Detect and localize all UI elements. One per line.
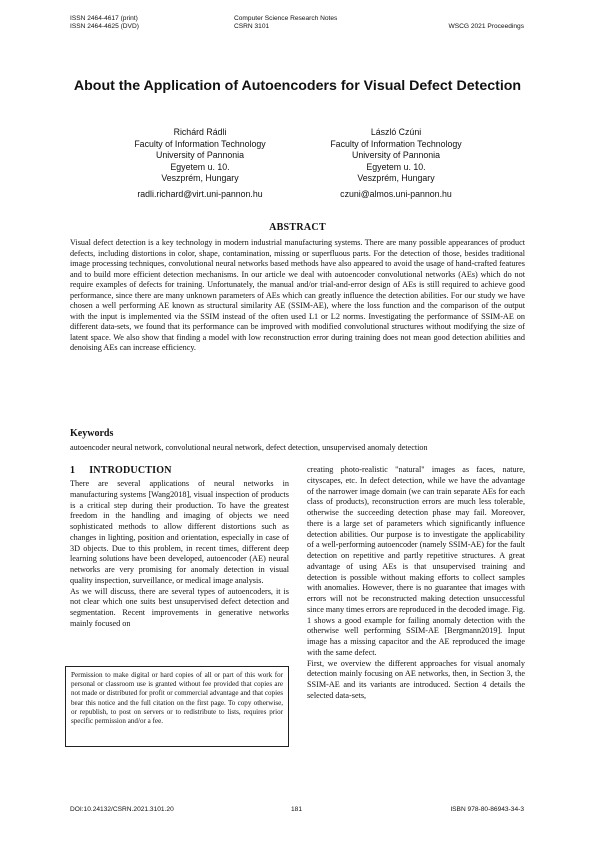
page-number: 181 — [291, 806, 303, 813]
author-street: Egyetem u. 10. — [170, 161, 230, 172]
series-name: Computer Science Research Notes — [234, 15, 338, 22]
paper-title: About the Application of Autoencoders for Visual Defect Detection — [73, 78, 522, 94]
author-faculty: Faculty of Information Technology — [330, 138, 462, 149]
issn-print: ISSN 2464-4617 (print) — [70, 15, 138, 22]
author-name: László Czúni — [370, 127, 422, 137]
right-column — [307, 465, 525, 702]
keywords-heading: Keywords — [70, 428, 114, 439]
author-city: Veszprém, Hungary — [161, 173, 239, 183]
paragraph: creating photo-realistic "natural" images as faces, nature, cityscapes, etc. In defect detection, while we have the advantage of the narrower image domain (we can train separate AEs for each class of products), reconstruction errors are much less tolerable, otherwise the succeeding detection phase may fail. Moreover, there is a large set of parameters which significantly influence detection abilities. Our purpose is to investigate the applicability of a well-performing autoencoder (namely SSIM-AE) for the fault detection on repetitive and partly repetitive structures. A great advantage of using AEs is that unsupervised training and detection is possible without making efforts to collect samples with anomalies. However, there is no guarantee that images with errors will not be reconstructed making detection unsuccessful since many times errors are reproduced in the decoded image. Fig. 1 shows a good example for failing anomaly detection with the otherwise well performing SSIM-AE [Bergmann2019]. Input image has a missing capacitor and the AE reproduced the image with the same defect. — [307, 465, 525, 657]
author-city: Veszprém, Hungary — [357, 173, 435, 183]
abstract-text: Visual defect detection is a key technology in modern industrial manufacturing systems. There are many possible appearances of product defects, including distortions in color, shape, contamination, missing or superfluous parts. For the detection of those, besides traditional image processing techniques, convolutional neural networks based methods have also appeared to avoid the usage of hand-crafted features and to build more efficient detection mechanisms. In our article we deal with autoencoder convolutional networks (AEs) which do not require examples of defects for training. Unfortunately, the manual and/or trial-and-error design of AEs is still required to achieve good performance, since there are many unknown parameters of AEs which can greatly influence the detection abilities. For our study we have chosen a well performing AE known as structural similarity AE (SSIM-AE), where the loss function and the comparison of the output with the input is implemented via the SSIM instead of the often used L1 or L2 norms. Investigating the performance of SSIM-AE on different data-sets, we found that its performance can be improved with modified convolutional structures without modifying the size of latent space. We also show that finding a model with low reconstruction error during training does not mean good detection abilities and denoising AEs can increase efficiency. — [70, 238, 525, 352]
paragraph: There are several applications of neural networks in manufacturing systems [Wang2018], visual inspection of products is a critical step during their production. To have the greatest freedom in the handling and imaging of objects we need sophisticated methods to allow different distortions such as changes in lighting, position and orientation, especially in case of 3D objects. Due to this problem, in recent times, different deep learning solutions have been developed, autoencoder (AE) neural networks are very promising for anomaly detection in visual quality inspection, surveillance, or medical image analysis. — [70, 479, 289, 585]
paragraph: First, we overview the different approaches for visual anomaly detection mainly focusing on AE networks, then, in Section 3, the SSIM-AE and its variants are introduced. Section 4 details the selected data-sets, — [307, 658, 525, 700]
header-series — [234, 15, 337, 32]
section-heading — [70, 465, 172, 476]
permission-notice: Permission to make digital or hard copies of all or part of this work for personal or classroom use is granted without fee provided that copies are not made or distributed for profit or commercial advantage and that copies bear this notice and the full citation on the first page. To copy otherwise, or republish, to post on servers or to redistribute to lists, requires prior specific permission and/or a fee. — [65, 666, 289, 747]
left-column — [70, 479, 289, 630]
series-number: CSRN 3101 — [234, 23, 270, 31]
author-university: University of Pannonia — [155, 150, 245, 160]
abstract-heading: ABSTRACT — [269, 222, 326, 233]
issn-dvd: ISSN 2464-4625 (DVD) — [70, 23, 139, 31]
header-issn — [70, 15, 139, 32]
keywords-text: autoencoder neural network, convolutional neural network, defect detection, unsupervised anomaly detection — [70, 443, 428, 452]
author-faculty: Faculty of Information Technology — [134, 138, 266, 149]
footer-doi[interactable]: DOI:10.24132/CSRN.2021.3101.20 — [70, 806, 174, 813]
author-email[interactable]: czuni@almos.uni-pannon.hu — [340, 188, 452, 199]
author-university: University of Pannonia — [351, 150, 441, 160]
paragraph: As we will discuss, there are several types of autoencoders, it is not clear which one suits best unsupervised defect detection and segmentation. Recent improvements in generative networks mainly focused on — [70, 586, 289, 628]
section-title: INTRODUCTION — [89, 465, 172, 476]
author-email[interactable]: radli.richard@virt.uni-pannon.hu — [137, 188, 263, 199]
footer-isbn: ISBN 978-80-86943-34-3 — [450, 806, 524, 813]
section-number: 1 — [70, 465, 76, 476]
author-block — [100, 127, 300, 200]
author-name: Richárd Rádli — [173, 127, 227, 137]
author-block — [296, 127, 496, 200]
author-street: Egyetem u. 10. — [366, 161, 426, 172]
header-proceedings: WSCG 2021 Proceedings — [448, 23, 524, 30]
